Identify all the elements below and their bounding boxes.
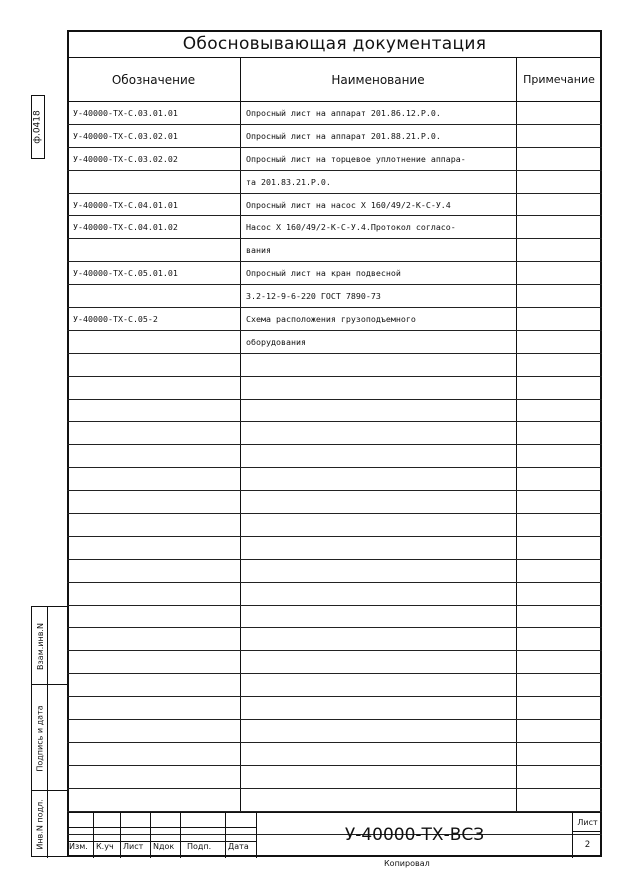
name-cell: та 201.83.21.Р.0. <box>246 176 331 187</box>
designation-cell: У-40000-ТХ-С.03.02.01 <box>73 130 178 141</box>
table-row <box>67 445 602 468</box>
table-row <box>67 491 602 514</box>
designation-cell: У-40000-ТХ-С.03.02.02 <box>73 153 178 164</box>
sheet-title: Обосновывающая документация <box>67 30 602 58</box>
inv-orig-label: Инв.N подл. <box>35 799 45 850</box>
name-cell: Насос Х 160/49/2-К-С-У.4.Протокол согласо- <box>246 222 456 233</box>
replace-inv-cell <box>32 607 67 685</box>
table-row <box>67 743 602 766</box>
table-row <box>67 674 602 697</box>
document-table-body <box>67 102 602 835</box>
table-row <box>67 720 602 743</box>
name-cell: Опросный лист на кран подвесной <box>246 268 401 279</box>
label-signature: Подп. <box>187 842 212 851</box>
column-header-name: Наименование <box>240 58 516 102</box>
table-row <box>67 354 602 377</box>
table-row <box>67 789 602 812</box>
table-row <box>67 194 602 217</box>
table-row <box>67 560 602 583</box>
table-row <box>67 148 602 171</box>
form-code-box <box>31 95 45 159</box>
table-row <box>67 308 602 331</box>
name-cell: Опросный лист на торцевое уплотнение аппара- <box>246 153 466 164</box>
designation-cell: У-40000-ТХ-С.04.01.02 <box>73 222 178 233</box>
table-row <box>67 285 602 308</box>
sheet-number: 2 <box>584 840 591 850</box>
table-row <box>67 422 602 445</box>
replace-inv-label: Взам.инв.N <box>35 622 45 670</box>
designation-cell: У-40000-ТХ-С.05-2 <box>73 314 158 325</box>
column-header-designation: Обозначение <box>67 58 240 102</box>
designation-cell: У-40000-ТХ-С.05.01.01 <box>73 268 178 279</box>
label-change: Изм. <box>69 842 88 851</box>
table-row <box>67 216 602 239</box>
name-cell: Опросный лист на насос Х 160/49/2-К-С-У.4 <box>246 199 451 210</box>
document-code: У-40000-ТХ-ВСЗ <box>344 825 485 845</box>
label-doc-number: Nдок <box>153 842 175 851</box>
sign-date-cell <box>32 685 67 791</box>
table-row <box>67 651 602 674</box>
left-margin-stamp <box>31 606 67 857</box>
sheet-label: Лист <box>573 813 602 832</box>
table-row <box>67 468 602 491</box>
table-row <box>67 537 602 560</box>
copied-label: Копировал <box>384 859 430 868</box>
name-cell: Схема расположения грузоподъемного <box>246 314 416 325</box>
name-cell: Опросный лист на аппарат 201.88.21.Р.0. <box>246 130 441 141</box>
label-sheet: Лист <box>123 842 144 851</box>
inv-orig-cell <box>32 791 67 858</box>
name-cell: Опросный лист на аппарат 201.86.12.Р.0. <box>246 108 441 118</box>
table-row <box>67 331 602 354</box>
title-block <box>67 812 602 857</box>
table-row <box>67 102 602 125</box>
table-row <box>67 400 602 423</box>
table-row <box>67 583 602 606</box>
name-cell: 3.2-12-9-6-220 ГОСТ 7890-73 <box>246 291 381 302</box>
table-row <box>67 697 602 720</box>
name-cell: вания <box>246 245 271 256</box>
table-row <box>67 125 602 148</box>
designation-cell: У-40000-ТХ-С.03.01.01 <box>73 108 178 118</box>
label-date: Дата <box>228 842 249 851</box>
sheet-number-box <box>572 813 602 858</box>
table-row <box>67 628 602 651</box>
name-cell: оборудования <box>246 336 306 347</box>
sign-date-label: Подпись и дата <box>35 704 45 772</box>
table-row <box>67 377 602 400</box>
label-count: К.уч <box>96 842 114 851</box>
table-row <box>67 171 602 194</box>
table-row <box>67 514 602 537</box>
table-row <box>67 766 602 789</box>
designation-cell: У-40000-ТХ-С.04.01.01 <box>73 199 178 210</box>
table-row <box>67 239 602 262</box>
form-code: ф.0418 <box>33 110 43 144</box>
table-row <box>67 262 602 285</box>
column-header-note: Примечание <box>516 58 602 102</box>
table-row <box>67 606 602 629</box>
